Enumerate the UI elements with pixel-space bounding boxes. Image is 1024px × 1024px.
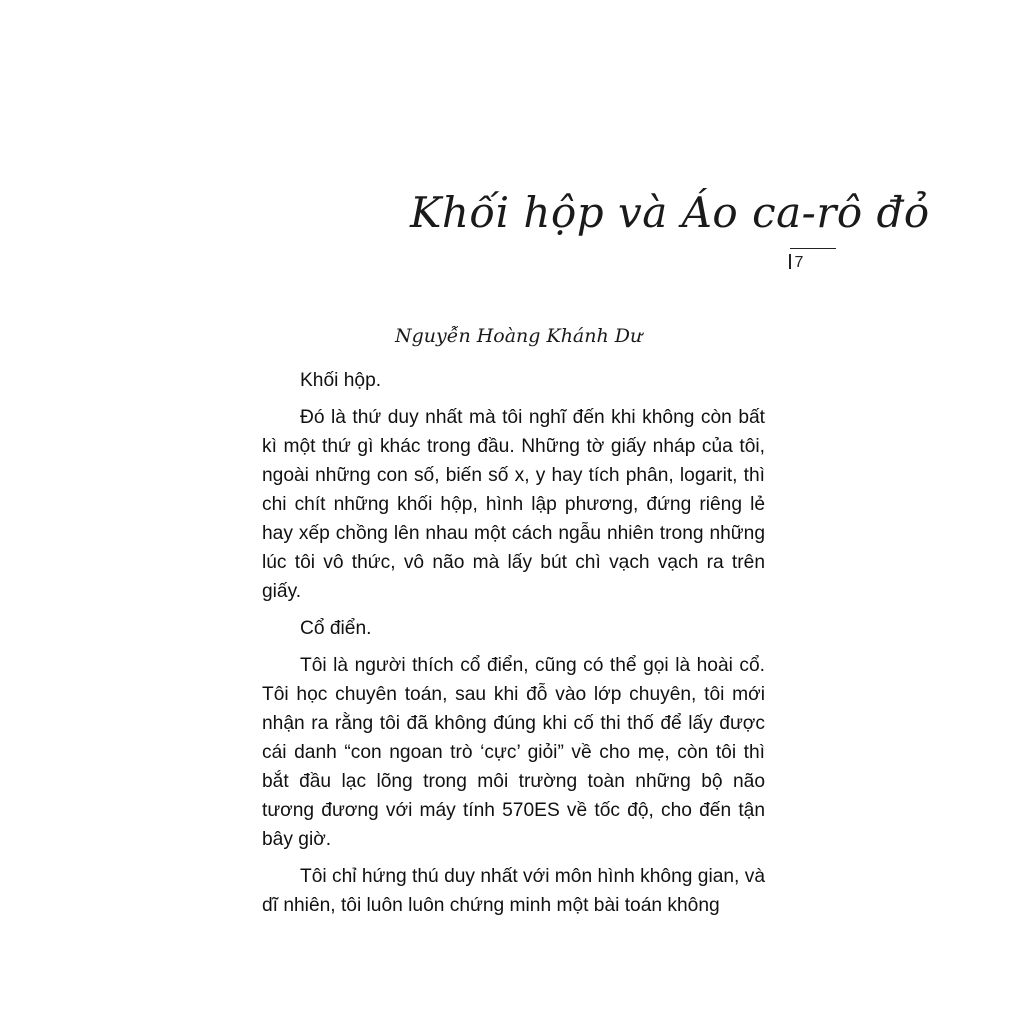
paragraph: Cổ điển.	[300, 618, 372, 639]
page-number-value: 7	[794, 254, 804, 271]
paragraph: Khối hộp.	[300, 370, 382, 391]
paragraph: Đó là thứ duy nhất mà tôi nghĩ đến khi không còn bất kì một thứ gì khác trong đầu. Những tờ giấy nháp của tôi, ngoài những con số, biến số x, y hay tích phân, logarit, thì chi chít những khối hộp, hình lập phương, đứng riêng lẻ hay xếp chồng lên nhau một cách ngẫu nhiên trong những lúc tôi vô thức, vô não mà lấy bút chì vạch vạch ra trên giấy.	[262, 407, 765, 602]
page-number-divider	[789, 254, 791, 269]
body-text	[262, 366, 765, 928]
paragraph: Tôi là người thích cổ điển, cũng có thể gọi là hoài cổ. Tôi học chuyên toán, sau khi đỗ vào lớp chuyên, tôi mới nhận ra rằng tôi đã không đúng khi cố thi thố để lấy được cái danh “con ngoan trò ‘cực’ giỏi” về cho mẹ, còn tôi thì bắt đầu lạc lõng trong môi trường toàn những bộ não tương đương với máy tính 570ES về tốc độ, cho đến tận bây giờ.	[262, 655, 765, 850]
chapter-title: Khối hộp và Áo ca-rô đỏ	[410, 188, 930, 237]
page-number	[789, 254, 803, 272]
page-number-rule	[790, 248, 836, 249]
author-name: Nguyễn Hoàng Khánh Dư	[395, 325, 643, 347]
paragraph: Tôi chỉ hứng thú duy nhất với môn hình không gian, và dĩ nhiên, tôi luôn luôn chứng minh một bài toán không	[262, 866, 765, 916]
